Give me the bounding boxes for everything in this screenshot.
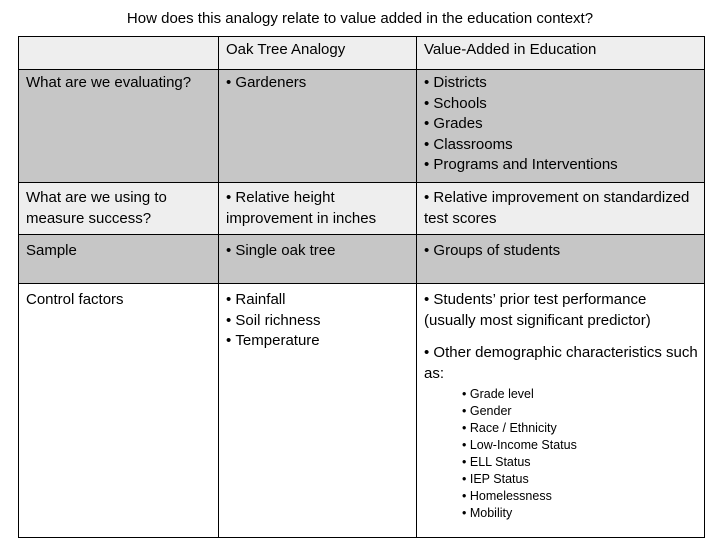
oak-list bbox=[226, 290, 410, 352]
edu-list bbox=[424, 241, 698, 262]
oak-list bbox=[226, 241, 410, 262]
oak-cell bbox=[219, 183, 417, 235]
sub-list-item: • Gender bbox=[462, 403, 698, 420]
table-row-sample bbox=[19, 235, 705, 284]
list-item: • Programs and Interventions bbox=[424, 155, 698, 176]
list-item: • Gardeners bbox=[226, 73, 410, 94]
demographics-sublist bbox=[462, 386, 698, 522]
sub-list-item: • Grade level bbox=[462, 386, 698, 403]
table-header-row bbox=[19, 37, 705, 70]
table-row-control-factors bbox=[19, 284, 705, 538]
header-oak-tree-analogy: Oak Tree Analogy bbox=[219, 37, 417, 70]
table-row-measure bbox=[19, 183, 705, 235]
sub-list-item: • IEP Status bbox=[462, 471, 698, 488]
list-item: • Single oak tree bbox=[226, 241, 410, 262]
edu-list bbox=[424, 188, 698, 229]
table-row-evaluating bbox=[19, 70, 705, 183]
list-item: • Schools bbox=[424, 94, 698, 115]
oak-cell bbox=[219, 284, 417, 538]
slide-title: How does this analogy relate to value added in the education context? bbox=[126, 10, 594, 27]
edu-list bbox=[424, 343, 698, 384]
list-item: • Students’ prior test performance (usually most significant predictor) bbox=[424, 290, 698, 331]
oak-cell bbox=[219, 235, 417, 284]
header-cell-empty bbox=[19, 37, 219, 70]
row-label: What are we using to measure success? bbox=[19, 183, 219, 235]
list-item: • Relative improvement on standardized test scores bbox=[424, 188, 698, 229]
edu-cell bbox=[417, 183, 705, 235]
list-item: • Relative height improvement in inches bbox=[226, 188, 410, 229]
list-item: • Temperature bbox=[226, 331, 410, 352]
row-label: Control factors bbox=[19, 284, 219, 538]
edu-cell bbox=[417, 70, 705, 183]
comparison-table bbox=[18, 36, 705, 538]
list-item: • Soil richness bbox=[226, 311, 410, 332]
sub-list-item: • Homelessness bbox=[462, 488, 698, 505]
edu-cell bbox=[417, 235, 705, 284]
sub-list-item: • Mobility bbox=[462, 505, 698, 522]
header-value-added-education: Value-Added in Education bbox=[417, 37, 705, 70]
edu-cell bbox=[417, 284, 705, 538]
oak-cell bbox=[219, 70, 417, 183]
sub-list-item: • ELL Status bbox=[462, 454, 698, 471]
oak-list bbox=[226, 188, 410, 229]
list-item: • Groups of students bbox=[424, 241, 698, 262]
oak-list bbox=[226, 73, 410, 94]
sub-list-item: • Low-Income Status bbox=[462, 437, 698, 454]
row-label: What are we evaluating? bbox=[19, 70, 219, 183]
list-item: • Rainfall bbox=[226, 290, 410, 311]
row-label: Sample bbox=[19, 235, 219, 284]
list-item: • Classrooms bbox=[424, 135, 698, 156]
edu-list bbox=[424, 290, 698, 331]
list-item: • Grades bbox=[424, 114, 698, 135]
list-item: • Other demographic characteristics such as: bbox=[424, 343, 698, 384]
edu-list bbox=[424, 73, 698, 176]
list-item: • Districts bbox=[424, 73, 698, 94]
sub-list-item: • Race / Ethnicity bbox=[462, 420, 698, 437]
